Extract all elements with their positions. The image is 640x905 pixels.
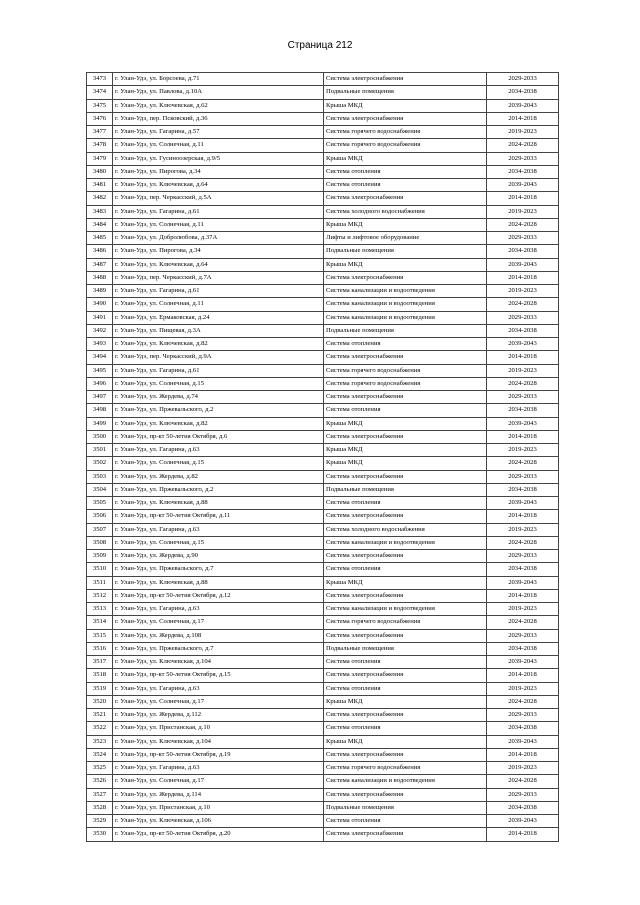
- system-cell: Подвальные помещения: [324, 86, 487, 99]
- table-row: [87, 616, 559, 629]
- system-cell: Крыша МКД: [324, 417, 487, 430]
- address-cell: г. Улан-Удэ, ул. Пищевая, д.3А: [113, 324, 324, 337]
- row-number: 3509: [87, 550, 113, 563]
- table-row: [87, 245, 559, 258]
- address-cell: г. Улан-Удэ, ул. Солнечная, д.17: [113, 695, 324, 708]
- system-cell: Система электроснабжения: [324, 828, 487, 841]
- system-cell: Крыша МКД: [324, 576, 487, 589]
- system-cell: Система электроснабжения: [324, 629, 487, 642]
- registry-table: [86, 72, 559, 842]
- row-number: 3497: [87, 391, 113, 404]
- system-cell: Система канализации и водоотведения: [324, 285, 487, 298]
- table-row: [87, 536, 559, 549]
- system-cell: Подвальные помещения: [324, 324, 487, 337]
- period-cell: 2019-2023: [487, 285, 559, 298]
- system-cell: Крыша МКД: [324, 735, 487, 748]
- address-cell: г. Улан-Удэ, ул. Гагарина, д.63: [113, 682, 324, 695]
- address-cell: г. Улан-Удэ, пр-кт 50-летия Октября, д.20: [113, 828, 324, 841]
- period-cell: 2024-2028: [487, 775, 559, 788]
- system-cell: Система горячего водоснабжения: [324, 126, 487, 139]
- row-number: 3489: [87, 285, 113, 298]
- row-number: 3495: [87, 364, 113, 377]
- period-cell: 2014-2018: [487, 748, 559, 761]
- system-cell: Система канализации и водоотведения: [324, 536, 487, 549]
- address-cell: г. Улан-Удэ, ул. Ключевская, д.88: [113, 576, 324, 589]
- period-cell: 2024-2028: [487, 536, 559, 549]
- address-cell: г. Улан-Удэ, ул. Солнечная, д.15: [113, 377, 324, 390]
- period-cell: 2014-2018: [487, 589, 559, 602]
- system-cell: Система электроснабжения: [324, 669, 487, 682]
- table-row: [87, 86, 559, 99]
- period-cell: 2034-2038: [487, 404, 559, 417]
- address-cell: г. Улан-Удэ, ул. Гагарина, д.61: [113, 205, 324, 218]
- period-cell: 2034-2038: [487, 563, 559, 576]
- row-number: 3501: [87, 444, 113, 457]
- period-cell: 2039-2043: [487, 497, 559, 510]
- system-cell: Система электроснабжения: [324, 192, 487, 205]
- system-cell: Система электроснабжения: [324, 470, 487, 483]
- address-cell: г. Улан-Удэ, ул. Ключевская, д.104: [113, 735, 324, 748]
- system-cell: Система канализации и водоотведения: [324, 298, 487, 311]
- row-number: 3476: [87, 112, 113, 125]
- period-cell: 2039-2043: [487, 338, 559, 351]
- row-number: 3530: [87, 828, 113, 841]
- address-cell: г. Улан-Удэ, ул. Гагарина, д.57: [113, 126, 324, 139]
- address-cell: г. Улан-Удэ, ул. Ключевская, д.82: [113, 417, 324, 430]
- system-cell: Лифты и лифтовое оборудование: [324, 232, 487, 245]
- system-cell: Крыша МКД: [324, 218, 487, 231]
- row-number: 3515: [87, 629, 113, 642]
- table-row: [87, 391, 559, 404]
- table-row: [87, 722, 559, 735]
- period-cell: 2029-2033: [487, 709, 559, 722]
- system-cell: Система отопления: [324, 338, 487, 351]
- system-cell: Система электроснабжения: [324, 709, 487, 722]
- system-cell: Система канализации и водоотведения: [324, 775, 487, 788]
- row-number: 3513: [87, 603, 113, 616]
- table-row: [87, 669, 559, 682]
- address-cell: г. Улан-Удэ, ул. Ключевская, д.82: [113, 338, 324, 351]
- table-row: [87, 682, 559, 695]
- table-row: [87, 815, 559, 828]
- period-cell: 2024-2028: [487, 616, 559, 629]
- period-cell: 2019-2023: [487, 682, 559, 695]
- period-cell: 2014-2018: [487, 112, 559, 125]
- period-cell: 2014-2018: [487, 192, 559, 205]
- row-number: 3524: [87, 748, 113, 761]
- system-cell: Система отопления: [324, 656, 487, 669]
- period-cell: 2029-2033: [487, 152, 559, 165]
- period-cell: 2019-2023: [487, 762, 559, 775]
- system-cell: Крыша МКД: [324, 444, 487, 457]
- table-row: [87, 801, 559, 814]
- table-row: [87, 629, 559, 642]
- period-cell: 2014-2018: [487, 271, 559, 284]
- period-cell: 2039-2043: [487, 576, 559, 589]
- system-cell: Система электроснабжения: [324, 391, 487, 404]
- table-row: [87, 550, 559, 563]
- row-number: 3474: [87, 86, 113, 99]
- table-row: [87, 404, 559, 417]
- table-row: [87, 444, 559, 457]
- table-row: [87, 377, 559, 390]
- system-cell: Подвальные помещения: [324, 642, 487, 655]
- period-cell: 2019-2023: [487, 364, 559, 377]
- row-number: 3473: [87, 73, 113, 86]
- system-cell: Система отопления: [324, 497, 487, 510]
- system-cell: Система горячего водоснабжения: [324, 364, 487, 377]
- system-cell: Система электроснабжения: [324, 589, 487, 602]
- row-number: 3494: [87, 351, 113, 364]
- period-cell: 2024-2028: [487, 457, 559, 470]
- table-row: [87, 298, 559, 311]
- table-row: [87, 497, 559, 510]
- period-cell: 2039-2043: [487, 99, 559, 112]
- address-cell: г. Улан-Удэ, ул. Пирогова, д.34: [113, 245, 324, 258]
- row-number: 3503: [87, 470, 113, 483]
- system-cell: Система электроснабжения: [324, 430, 487, 443]
- table-row: [87, 218, 559, 231]
- page-header: Страница 212: [287, 40, 353, 51]
- table-row: [87, 112, 559, 125]
- system-cell: Система электроснабжения: [324, 73, 487, 86]
- table-row: [87, 179, 559, 192]
- row-number: 3517: [87, 656, 113, 669]
- table-row: [87, 311, 559, 324]
- table-row: [87, 99, 559, 112]
- system-cell: Система отопления: [324, 404, 487, 417]
- table-row: [87, 695, 559, 708]
- period-cell: 2029-2033: [487, 391, 559, 404]
- period-cell: 2014-2018: [487, 430, 559, 443]
- system-cell: Система отопления: [324, 563, 487, 576]
- system-cell: Система горячего водоснабжения: [324, 762, 487, 775]
- table-row: [87, 232, 559, 245]
- system-cell: Подвальные помещения: [324, 801, 487, 814]
- address-cell: г. Улан-Удэ, ул. Жердева, д.74: [113, 391, 324, 404]
- row-number: 3498: [87, 404, 113, 417]
- table-row: [87, 364, 559, 377]
- period-cell: 2014-2018: [487, 351, 559, 364]
- address-cell: г. Улан-Удэ, ул. Ключевская, д.104: [113, 656, 324, 669]
- row-number: 3527: [87, 788, 113, 801]
- address-cell: г. Улан-Удэ, ул. Пристанская, д.10: [113, 801, 324, 814]
- address-cell: г. Улан-Удэ, ул. Солнечная, д.17: [113, 616, 324, 629]
- row-number: 3479: [87, 152, 113, 165]
- address-cell: г. Улан-Удэ, пр-кт 50-летия Октября, д.11: [113, 510, 324, 523]
- row-number: 3487: [87, 258, 113, 271]
- system-cell: Система электроснабжения: [324, 351, 487, 364]
- row-number: 3504: [87, 483, 113, 496]
- row-number: 3493: [87, 338, 113, 351]
- row-number: 3477: [87, 126, 113, 139]
- row-number: 3520: [87, 695, 113, 708]
- row-number: 3507: [87, 523, 113, 536]
- period-cell: 2029-2033: [487, 232, 559, 245]
- system-cell: Крыша МКД: [324, 99, 487, 112]
- row-number: 3484: [87, 218, 113, 231]
- period-cell: 2014-2018: [487, 669, 559, 682]
- row-number: 3510: [87, 563, 113, 576]
- table-row: [87, 126, 559, 139]
- row-number: 3486: [87, 245, 113, 258]
- address-cell: г. Улан-Удэ, ул. Гагарина, д.61: [113, 364, 324, 377]
- address-cell: г. Улан-Удэ, ул. Ключевская, д.64: [113, 258, 324, 271]
- row-number: 3522: [87, 722, 113, 735]
- table-row: [87, 470, 559, 483]
- address-cell: г. Улан-Удэ, ул. Ключевская, д.106: [113, 815, 324, 828]
- address-cell: г. Улан-Удэ, ул. Ключевская, д.64: [113, 179, 324, 192]
- row-number: 3511: [87, 576, 113, 589]
- period-cell: 2034-2038: [487, 801, 559, 814]
- row-number: 3490: [87, 298, 113, 311]
- address-cell: г. Улан-Удэ, пр-кт 50-летия Октября, д.6: [113, 430, 324, 443]
- row-number: 3521: [87, 709, 113, 722]
- address-cell: г. Улан-Удэ, ул. Жердева, д.90: [113, 550, 324, 563]
- system-cell: Система электроснабжения: [324, 510, 487, 523]
- address-cell: г. Улан-Удэ, пр-кт 50-летия Октября, д.12: [113, 589, 324, 602]
- row-number: 3508: [87, 536, 113, 549]
- table-row: [87, 351, 559, 364]
- table-row: [87, 192, 559, 205]
- system-cell: Система холодного водоснабжения: [324, 205, 487, 218]
- address-cell: г. Улан-Удэ, ул. Жердева, д.82: [113, 470, 324, 483]
- system-cell: Система электроснабжения: [324, 748, 487, 761]
- address-cell: г. Улан-Удэ, ул. Солнечная, д.15: [113, 536, 324, 549]
- table-row: [87, 152, 559, 165]
- address-cell: г. Улан-Удэ, ул. Борсоева, д.71: [113, 73, 324, 86]
- table-row: [87, 338, 559, 351]
- table-row: [87, 762, 559, 775]
- system-cell: Система отопления: [324, 722, 487, 735]
- table-row: [87, 165, 559, 178]
- row-number: 3485: [87, 232, 113, 245]
- row-number: 3502: [87, 457, 113, 470]
- table-row: [87, 788, 559, 801]
- system-cell: Система электроснабжения: [324, 550, 487, 563]
- row-number: 3483: [87, 205, 113, 218]
- period-cell: 2034-2038: [487, 324, 559, 337]
- period-cell: 2024-2028: [487, 377, 559, 390]
- system-cell: Крыша МКД: [324, 457, 487, 470]
- address-cell: г. Улан-Удэ, пр-кт 50-летия Октября, д.19: [113, 748, 324, 761]
- period-cell: 2014-2018: [487, 510, 559, 523]
- table-row: [87, 709, 559, 722]
- row-number: 3481: [87, 179, 113, 192]
- row-number: 3482: [87, 192, 113, 205]
- row-number: 3516: [87, 642, 113, 655]
- row-number: 3526: [87, 775, 113, 788]
- period-cell: 2039-2043: [487, 735, 559, 748]
- period-cell: 2034-2038: [487, 483, 559, 496]
- row-number: 3519: [87, 682, 113, 695]
- address-cell: г. Улан-Удэ, ул. Пристанская, д.10: [113, 722, 324, 735]
- period-cell: 2029-2033: [487, 311, 559, 324]
- address-cell: г. Улан-Удэ, пер. Черкасский, д.9А: [113, 351, 324, 364]
- row-number: 3529: [87, 815, 113, 828]
- system-cell: Система электроснабжения: [324, 271, 487, 284]
- address-cell: г. Улан-Удэ, ул. Гусиноозерская, д.9/5: [113, 152, 324, 165]
- period-cell: 2039-2043: [487, 179, 559, 192]
- table-row: [87, 417, 559, 430]
- row-number: 3496: [87, 377, 113, 390]
- system-cell: Система отопления: [324, 179, 487, 192]
- table-row: [87, 285, 559, 298]
- system-cell: Крыша МКД: [324, 152, 487, 165]
- period-cell: 2039-2043: [487, 258, 559, 271]
- table-row: [87, 73, 559, 86]
- address-cell: г. Улан-Удэ, пер. Черкасский, д.5А: [113, 192, 324, 205]
- address-cell: г. Улан-Удэ, ул. Пржевальского, д.2: [113, 404, 324, 417]
- system-cell: Система отопления: [324, 815, 487, 828]
- table-row: [87, 523, 559, 536]
- system-cell: Система электроснабжения: [324, 112, 487, 125]
- row-number: 3518: [87, 669, 113, 682]
- table-row: [87, 258, 559, 271]
- system-cell: Подвальные помещения: [324, 483, 487, 496]
- table-row: [87, 748, 559, 761]
- period-cell: 2019-2023: [487, 126, 559, 139]
- table-row: [87, 589, 559, 602]
- period-cell: 2029-2033: [487, 73, 559, 86]
- period-cell: 2024-2028: [487, 218, 559, 231]
- row-number: 3506: [87, 510, 113, 523]
- row-number: 3488: [87, 271, 113, 284]
- address-cell: г. Улан-Удэ, ул. Павлова, д.10А: [113, 86, 324, 99]
- period-cell: 2039-2043: [487, 417, 559, 430]
- system-cell: Система горячего водоснабжения: [324, 616, 487, 629]
- address-cell: г. Улан-Удэ, ул. Пржевальского, д.7: [113, 563, 324, 576]
- address-cell: г. Улан-Удэ, ул. Солнечная, д.11: [113, 298, 324, 311]
- period-cell: 2014-2018: [487, 828, 559, 841]
- row-number: 3514: [87, 616, 113, 629]
- period-cell: 2029-2033: [487, 629, 559, 642]
- table-row: [87, 656, 559, 669]
- system-cell: Система канализации и водоотведения: [324, 603, 487, 616]
- address-cell: г. Улан-Удэ, ул. Жердева, д.112: [113, 709, 324, 722]
- table-row: [87, 603, 559, 616]
- table-row: [87, 324, 559, 337]
- table-row: [87, 642, 559, 655]
- address-cell: г. Улан-Удэ, ул. Гагарина, д.63: [113, 523, 324, 536]
- table-row: [87, 139, 559, 152]
- address-cell: г. Улан-Удэ, ул. Гагарина, д.63: [113, 762, 324, 775]
- table-row: [87, 828, 559, 841]
- address-cell: г. Улан-Удэ, ул. Солнечная, д.15: [113, 457, 324, 470]
- address-cell: г. Улан-Удэ, ул. Добролюбова, д.37А: [113, 232, 324, 245]
- address-cell: г. Улан-Удэ, ул. Ключевская, д.62: [113, 99, 324, 112]
- period-cell: 2034-2038: [487, 722, 559, 735]
- table-row: [87, 563, 559, 576]
- row-number: 3480: [87, 165, 113, 178]
- period-cell: 2034-2038: [487, 642, 559, 655]
- period-cell: 2034-2038: [487, 165, 559, 178]
- address-cell: г. Улан-Удэ, пер. Черкасский, д.7А: [113, 271, 324, 284]
- table-row: [87, 205, 559, 218]
- address-cell: г. Улан-Удэ, ул. Пржевальского, д.7: [113, 642, 324, 655]
- address-cell: г. Улан-Удэ, ул. Жердева, д.108: [113, 629, 324, 642]
- table-row: [87, 735, 559, 748]
- period-cell: 2019-2023: [487, 603, 559, 616]
- system-cell: Подвальные помещения: [324, 245, 487, 258]
- address-cell: г. Улан-Удэ, ул. Пржевальского, д.2: [113, 483, 324, 496]
- table-row: [87, 576, 559, 589]
- row-number: 3505: [87, 497, 113, 510]
- address-cell: г. Улан-Удэ, ул. Гагарина, д.61: [113, 285, 324, 298]
- row-number: 3491: [87, 311, 113, 324]
- system-cell: Система холодного водоснабжения: [324, 523, 487, 536]
- period-cell: 2019-2023: [487, 205, 559, 218]
- period-cell: 2024-2028: [487, 695, 559, 708]
- system-cell: Система горячего водоснабжения: [324, 377, 487, 390]
- table-row: [87, 510, 559, 523]
- row-number: 3512: [87, 589, 113, 602]
- period-cell: 2039-2043: [487, 656, 559, 669]
- period-cell: 2029-2033: [487, 550, 559, 563]
- table-row: [87, 430, 559, 443]
- period-cell: 2019-2023: [487, 444, 559, 457]
- system-cell: Система канализации и водоотведения: [324, 311, 487, 324]
- system-cell: Крыша МКД: [324, 695, 487, 708]
- table-row: [87, 457, 559, 470]
- registry-table-body: [87, 73, 559, 842]
- row-number: 3525: [87, 762, 113, 775]
- period-cell: 2039-2043: [487, 815, 559, 828]
- system-cell: Система отопления: [324, 682, 487, 695]
- period-cell: 2019-2023: [487, 523, 559, 536]
- table-row: [87, 483, 559, 496]
- address-cell: г. Улан-Удэ, ул. Пирогова, д.34: [113, 165, 324, 178]
- system-cell: Система электроснабжения: [324, 788, 487, 801]
- row-number: 3492: [87, 324, 113, 337]
- row-number: 3499: [87, 417, 113, 430]
- row-number: 3475: [87, 99, 113, 112]
- table-row: [87, 271, 559, 284]
- address-cell: г. Улан-Удэ, ул. Солнечная, д.17: [113, 775, 324, 788]
- address-cell: г. Улан-Удэ, ул. Ключевская, д.88: [113, 497, 324, 510]
- address-cell: г. Улан-Удэ, ул. Гагарина, д.63: [113, 603, 324, 616]
- period-cell: 2029-2033: [487, 788, 559, 801]
- address-cell: г. Улан-Удэ, пер. Псковский, д.36: [113, 112, 324, 125]
- period-cell: 2034-2038: [487, 245, 559, 258]
- table-row: [87, 775, 559, 788]
- period-cell: 2029-2033: [487, 470, 559, 483]
- system-cell: Система отопления: [324, 165, 487, 178]
- period-cell: 2034-2038: [487, 86, 559, 99]
- address-cell: г. Улан-Удэ, ул. Жердева, д.114: [113, 788, 324, 801]
- period-cell: 2024-2028: [487, 139, 559, 152]
- system-cell: Крыша МКД: [324, 258, 487, 271]
- address-cell: г. Улан-Удэ, ул. Солнечная, д.11: [113, 218, 324, 231]
- address-cell: г. Улан-Удэ, пр-кт 50-летия Октября, д.15: [113, 669, 324, 682]
- address-cell: г. Улан-Удэ, ул. Гагарина, д.63: [113, 444, 324, 457]
- address-cell: г. Улан-Удэ, ул. Солнечная, д.11: [113, 139, 324, 152]
- row-number: 3523: [87, 735, 113, 748]
- row-number: 3528: [87, 801, 113, 814]
- address-cell: г. Улан-Удэ, ул. Ермаковская, д.24: [113, 311, 324, 324]
- row-number: 3500: [87, 430, 113, 443]
- period-cell: 2024-2028: [487, 298, 559, 311]
- row-number: 3478: [87, 139, 113, 152]
- system-cell: Система горячего водоснабжения: [324, 139, 487, 152]
